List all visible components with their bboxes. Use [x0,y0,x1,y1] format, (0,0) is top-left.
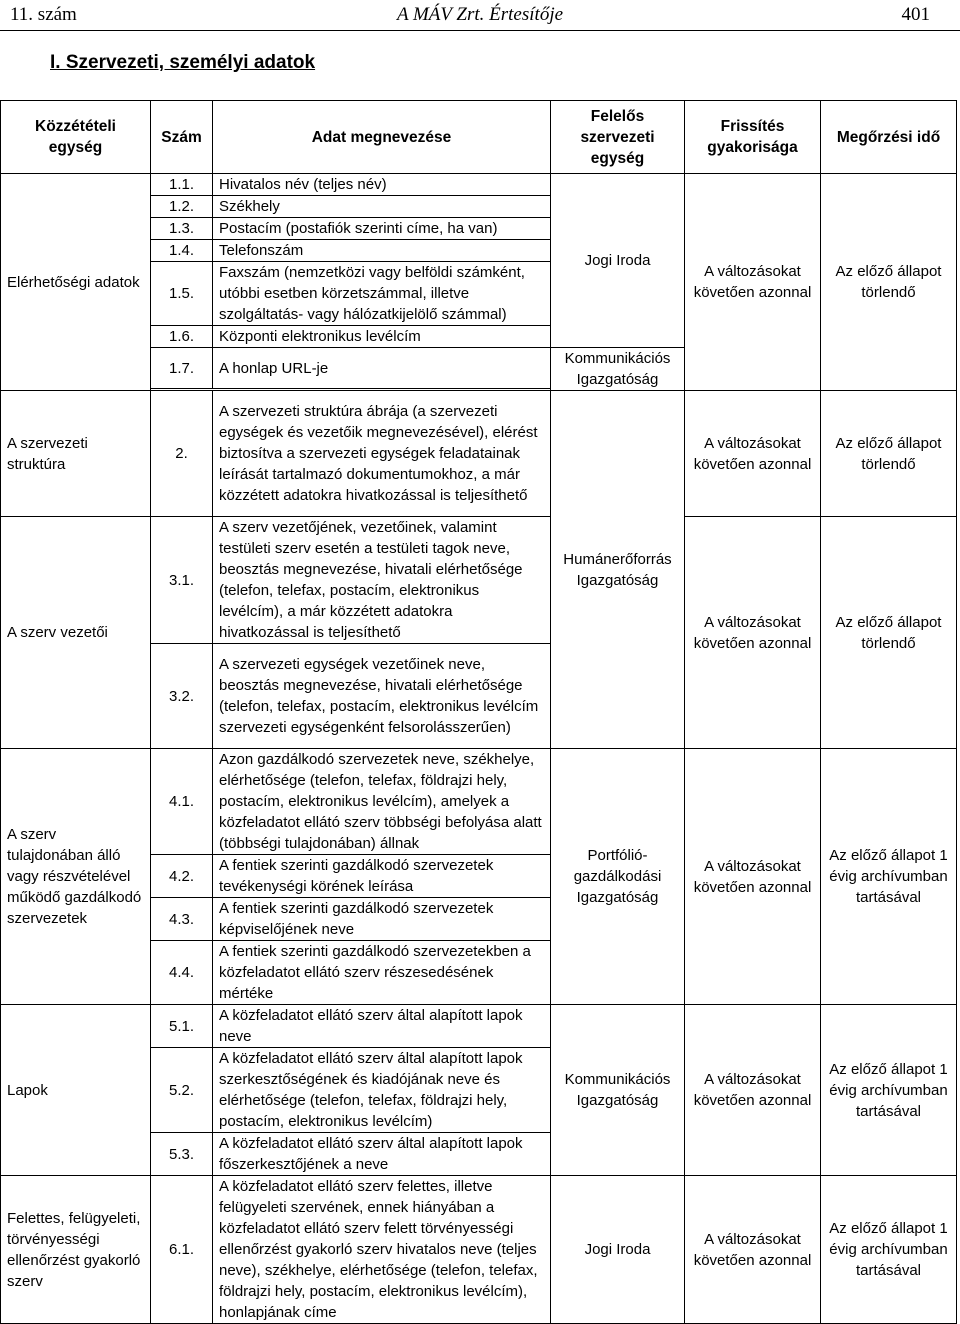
responsible-cell: Kommunikációs Igazgatóság [551,1005,685,1176]
frequency-cell: A változásokat követően azonnal [685,1005,821,1176]
retention-cell: Az előző állapot törlendő [821,517,957,749]
retention-cell: Az előző állapot törlendő [821,174,957,391]
row-name: A fentiek szerinti gazdálkodó szervezetek képviselőjének neve [213,898,551,941]
unit-cell: A szerv vezetői [1,517,151,749]
table-row [1,517,957,644]
frequency-cell: A változásokat követően azonnal [685,391,821,517]
retention-cell: Az előző állapot 1 évig archívumban tartásával [821,1005,957,1176]
col-num-header: Szám [151,101,213,174]
row-name: A közfeladatot ellátó szerv által alapított lapok neve [213,1005,551,1048]
publication-title: A MÁV Zrt. Értesítője [396,4,564,25]
row-number: 1.6. [151,326,213,348]
frequency-cell: A változásokat követően azonnal [685,174,821,391]
row-name: Központi elektronikus levélcím [213,326,551,348]
row-number: 3.1. [151,517,213,644]
row-number: 5.3. [151,1133,213,1176]
row-name: A fentiek szerinti gazdálkodó szervezetek tevékenységi körének leírása [213,855,551,898]
issue-number: 11. szám [10,4,77,25]
responsible-cell: Kommunikációs Igazgatóság [551,348,685,391]
row-name: Azon gazdálkodó szervezetek neve, székhelye, elérhetősége (telefon, telefax, földrajzi hely, postacím, elektronikus levélcím), amelyek a közfeladatot ellátó szerv többségi befolyása alatt (többségi tulajdonában) állnak [213,749,551,855]
table-row [1,749,957,855]
table-row [1,1005,957,1048]
row-number: 1.2. [151,196,213,218]
row-name: A fentiek szerinti gazdálkodó szervezetekben a közfeladatot ellátó szerv részesedésének mértéke [213,941,551,1005]
table-row [1,391,957,517]
col-keep-header: Megőrzési idő [821,101,957,174]
row-number: 4.1. [151,749,213,855]
frequency-cell: A változásokat követően azonnal [685,517,821,749]
row-number: 1.3. [151,218,213,240]
frequency-cell: A változásokat követően azonnal [685,1176,821,1324]
row-number: 1.4. [151,240,213,262]
row-name: A közfeladatot ellátó szerv felettes, illetve felügyeleti szervének, ennek hiányában a közfeladatot ellátó szerv felett törvényességi ellenőrzést gyakorló szerv hivatalos neve (teljes neve), székhelye, elérhetősége (telefon, telefax, földrajzi hely, postacím, elektronikus levélcím), honlapjának címe [213,1176,551,1324]
unit-cell: A szerv tulajdonában álló vagy részvételével működő gazdálkodó szervezetek [1,749,151,1005]
row-number: 5.2. [151,1048,213,1133]
table-row [1,174,957,196]
col-freq-header: Frissítés gyakorisága [685,101,821,174]
frequency-cell: A változásokat követően azonnal [685,749,821,1005]
row-name: A honlap URL-je [213,348,551,389]
section-title: I. Szervezeti, személyi adatok [50,52,316,73]
row-name: Faxszám (nemzetközi vagy belföldi számként, utóbbi esetben körzetszámmal, illetve szolgáltatás- vagy hálózatkijelölő számmal) [213,262,551,326]
responsible-cell: Jogi Iroda [551,174,685,348]
row-name: A szervezeti struktúra ábrája (a szervezeti egységek és vezetőik megnevezésével), elérést biztosítva a szervezeti egységek feladatainak leírását tartalmazó dokumentumokhoz, a már közzétett adatokra hivatkozással is teljesíthető [213,391,551,517]
row-name: Telefonszám [213,240,551,262]
unit-cell: Lapok [1,1005,151,1176]
retention-cell: Az előző állapot 1 évig archívumban tartásával [821,1176,957,1324]
unit-cell: Felettes, felügyeleti, törvényességi ellenőrzést gyakorló szerv [1,1176,151,1324]
retention-cell: Az előző állapot törlendő [821,391,957,517]
page-header [0,0,960,31]
row-name: A közfeladatot ellátó szerv által alapított lapok főszerkesztőjének a neve [213,1133,551,1176]
page-number: 401 [901,4,930,25]
row-name: Székhely [213,196,551,218]
row-number: 1.7. [151,348,213,389]
col-name-header: Adat megnevezése [213,101,551,174]
row-number: 6.1. [151,1176,213,1324]
row-number: 5.1. [151,1005,213,1048]
table-header-row [1,101,957,174]
row-number: 4.2. [151,855,213,898]
unit-cell: Elérhetőségi adatok [1,174,151,391]
row-number: 1.5. [151,262,213,326]
table-row [1,1176,957,1324]
row-name: Hivatalos név (teljes név) [213,174,551,196]
responsible-cell: Portfólió-gazdálkodási Igazgatóság [551,749,685,1005]
retention-cell: Az előző állapot 1 évig archívumban tartásával [821,749,957,1005]
responsible-cell: Humánerőforrás Igazgatóság [551,391,685,749]
data-table [0,100,957,1324]
row-number: 1.1. [151,174,213,196]
row-number: 2. [151,391,213,517]
row-name: Postacím (postafiók szerinti címe, ha van) [213,218,551,240]
row-name: A szerv vezetőjének, vezetőinek, valamint testületi szerv esetén a testületi tagok neve, beosztás megnevezése, hivatali elérhetősége (telefon, telefax, postacím, elektronikus levélcím), a már közzétett adatokra hivatkozással is teljesíthető [213,517,551,644]
row-name: A közfeladatot ellátó szerv által alapított lapok szerkesztőségének és kiadójának neve és elérhetősége (telefon, telefax, földrajzi hely, postacím, elektronikus levélcím) [213,1048,551,1133]
row-name: A szervezeti egységek vezetőinek neve, beosztás megnevezése, hivatali elérhetősége (telefon, telefax, postacím, elektronikus levélcím szervezeti egységenként felsorolásszerűen) [213,644,551,749]
row-number: 4.4. [151,941,213,1005]
row-number: 4.3. [151,898,213,941]
unit-cell: A szervezeti struktúra [1,391,151,517]
row-number: 3.2. [151,644,213,749]
col-resp-header: Felelős szervezeti egység [551,101,685,174]
col-unit-header: Közzétételi egység [1,101,151,174]
responsible-cell: Jogi Iroda [551,1176,685,1324]
